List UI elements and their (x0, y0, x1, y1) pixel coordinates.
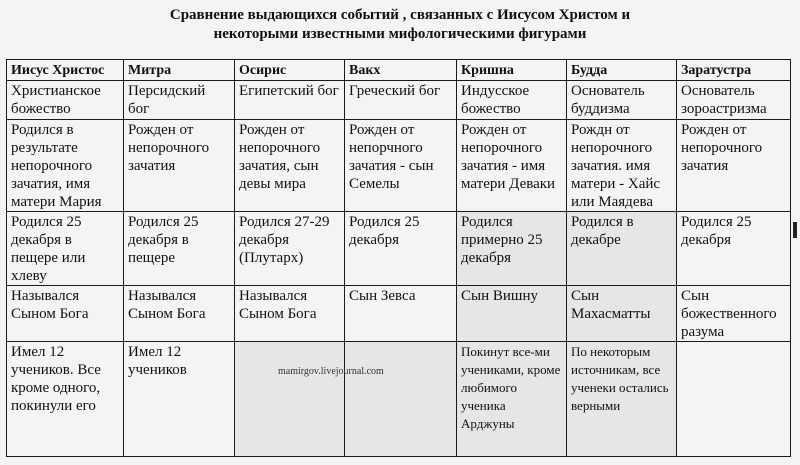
table-cell: Сын божественного разума (677, 286, 791, 342)
table-row (7, 120, 791, 212)
header-mithra: Митра (124, 60, 235, 81)
header-krishna: Кришна (457, 60, 567, 81)
table-cell: Имел 12 учеников (124, 342, 235, 457)
table-cell (677, 342, 791, 457)
table-cell: По некоторым источникам, все ученеки остались верными (567, 342, 677, 457)
table-cell: Индусское божество (457, 81, 567, 120)
table-cell: Рожден от непорочного зачатия, сын девы мира (235, 120, 345, 212)
document-title (0, 6, 800, 44)
table-cell: Родился 25 декабря (345, 212, 457, 286)
table-cell: Сын Вишну (457, 286, 567, 342)
table-cell: Рожден от непорочного зачатия (124, 120, 235, 212)
table-cell: Основатель буддизма (567, 81, 677, 120)
table-cell: Назывался Сыном Бога (124, 286, 235, 342)
table-row (7, 342, 791, 457)
table-cell: Родился 25 декабря (677, 212, 791, 286)
table-cell: Сын Зевса (345, 286, 457, 342)
header-zarathustra: Заратустра (677, 60, 791, 81)
table-cell: Родился 25 декабря в пещере или хлеву (7, 212, 124, 286)
table-cell: Родился примерно 25 декабря (457, 212, 567, 286)
table-cell: Родился в результате непорочного зачатия, имя матери Мария (7, 120, 124, 212)
comparison-table (6, 59, 791, 457)
table-cell: Родился 25 декабря в пещере (124, 212, 235, 286)
table-cell: Рожден от непорочного зачатия - имя матери Деваки (457, 120, 567, 212)
table-cell: Основатель зороастризма (677, 81, 791, 120)
table-cell: Родился 27-29 декабря (Плутарх) (235, 212, 345, 286)
table-cell: Рожден от непорчного зачатия - сын Семелы (345, 120, 457, 212)
table-cell: Рожден от непорочного зачатия (677, 120, 791, 212)
table-cell (345, 342, 457, 457)
table-cell (235, 342, 345, 457)
table-cell: Родился в декабре (567, 212, 677, 286)
table-cell: Имел 12 учеников. Все кроме одного, покинули его (7, 342, 124, 457)
table-row (7, 212, 791, 286)
header-row (7, 60, 791, 81)
comparison-table-wrap (6, 59, 790, 457)
header-jesus: Иисус Христос (7, 60, 124, 81)
table-cell: Назывался Сыном Бога (235, 286, 345, 342)
scan-edge-mark (793, 222, 797, 238)
table-cell: Покинут все-ми учениками, кроме любимого ученика Арджуны (457, 342, 567, 457)
watermark-text: mamirgov.livejournal.com (278, 366, 384, 377)
title-line-1: Сравнение выдающихся событий , связанных с Иисусом Христом и (169, 7, 631, 23)
table-cell: Персидский бог (124, 81, 235, 120)
table-cell: Назывался Сыном Бога (7, 286, 124, 342)
header-osiris: Осирис (235, 60, 345, 81)
table-cell: Египетский бог (235, 81, 345, 120)
table-cell: Христианское божество (7, 81, 124, 120)
title-line-2: некоторыми известными мифологическими фигурами (213, 26, 587, 42)
table-cell: Сын Махасматты (567, 286, 677, 342)
table-row (7, 286, 791, 342)
table-cell: Рождн от непорочного зачатия. имя матери - Хайс или Маядева (567, 120, 677, 212)
table-row (7, 81, 791, 120)
header-bacchus: Вакх (345, 60, 457, 81)
table-cell: Греческий бог (345, 81, 457, 120)
header-buddha: Будда (567, 60, 677, 81)
